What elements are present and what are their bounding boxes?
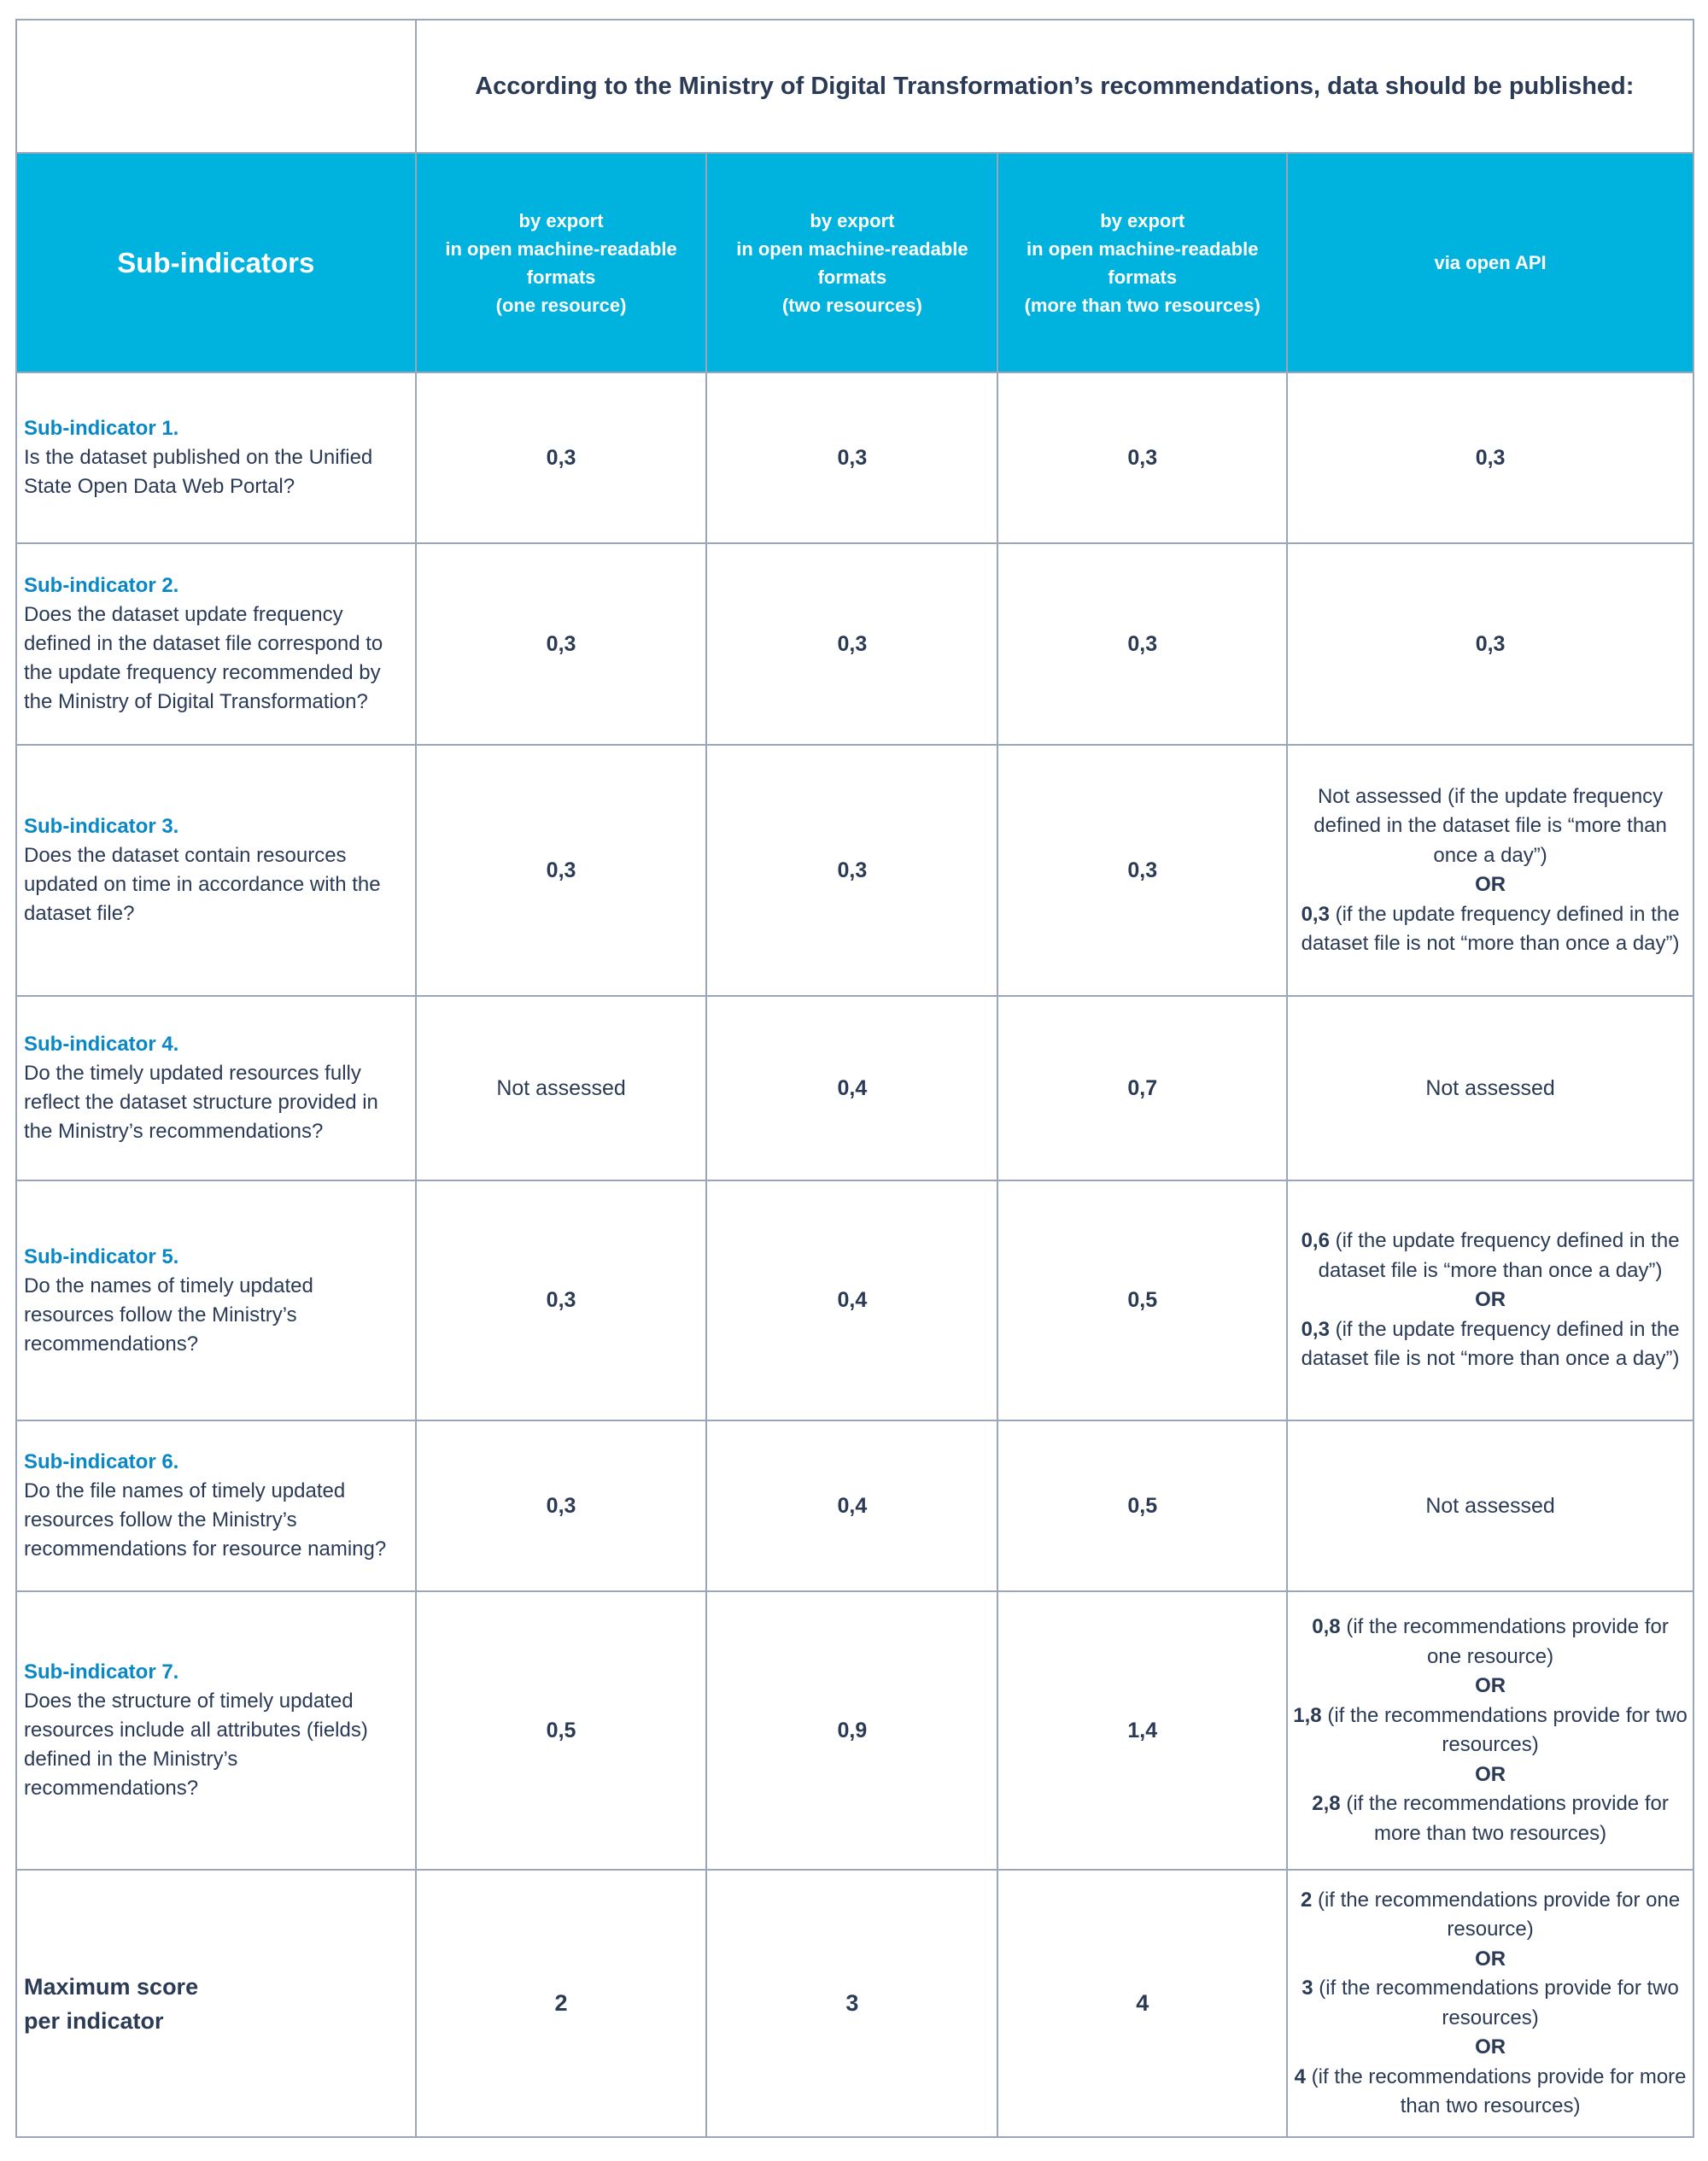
sub-indicator-question: Do the file names of timely updated resources follow the Ministry’s recommendations for resource naming? <box>24 1479 387 1561</box>
col-head-two-resources <box>706 153 997 372</box>
api-option-text: (if the recommendations provide for one resource) <box>1312 1888 1681 1941</box>
max-score-label-line: Maximum score <box>24 1973 199 2000</box>
score-open-api <box>1287 1180 1693 1420</box>
max-score-open-api <box>1287 1870 1693 2137</box>
max-score-one-resource: 2 <box>416 1870 707 2137</box>
score-more-resources: 0,5 <box>997 1420 1287 1591</box>
api-option <box>1293 1613 1688 1672</box>
sub-indicator-cell <box>16 1591 416 1870</box>
col-head-line: formats <box>817 266 887 288</box>
col-head-line: (one resource) <box>495 294 627 316</box>
col-head-line: in open machine-readable <box>736 237 968 260</box>
score-one-resource: 0,5 <box>416 1591 707 1870</box>
api-option <box>1293 1974 1688 2033</box>
score-more-resources: 0,5 <box>997 1180 1287 1420</box>
table-row <box>16 745 1693 996</box>
col-head-line: (more than two resources) <box>1024 294 1261 316</box>
max-score-label <box>16 1870 416 2137</box>
col-head-sub-indicators: Sub-indicators <box>16 153 416 372</box>
table-row <box>16 996 1693 1180</box>
score-one-resource: 0,3 <box>416 543 707 745</box>
score-two-resources: 0,4 <box>706 996 997 1180</box>
col-head-more-resources <box>997 153 1287 372</box>
title-row <box>16 20 1693 153</box>
col-head-line: formats <box>1108 266 1178 288</box>
score-two-resources: 0,3 <box>706 745 997 996</box>
api-option-text: (if the recommendations provide for two resources) <box>1313 1977 1679 2029</box>
api-option <box>1293 900 1688 959</box>
col-head-line: in open machine-readable <box>445 237 677 260</box>
api-option-text: (if the recommendations provide for more than two resources) <box>1305 2064 1687 2117</box>
api-option-text: (if the update frequency defined in the dataset file is not “more than once a day”) <box>1301 1317 1680 1371</box>
sub-indicator-question: Does the dataset update frequency defined in the dataset file correspond to the update frequency recommended by the Ministry of Digital Transformation? <box>24 603 383 713</box>
api-option-score: 0,6 <box>1301 1229 1330 1253</box>
sub-indicator-title: Sub-indicator 7. <box>24 1660 179 1684</box>
max-score-more-resources: 4 <box>997 1870 1287 2137</box>
sub-indicator-cell <box>16 996 416 1180</box>
max-score-row <box>16 1870 1693 2137</box>
api-option <box>1293 1315 1688 1374</box>
api-option <box>1293 1886 1688 1945</box>
api-option-score: 4 <box>1294 2064 1306 2088</box>
col-head-line: by export <box>810 209 895 231</box>
score-open-api <box>1287 1591 1693 1870</box>
score-open-api: 0,3 <box>1287 372 1693 543</box>
score-more-resources: 0,7 <box>997 996 1287 1180</box>
score-two-resources: 0,3 <box>706 543 997 745</box>
score-more-resources: 0,3 <box>997 543 1287 745</box>
col-head-one-resource <box>416 153 707 372</box>
api-option <box>1293 1701 1688 1760</box>
sub-indicator-title: Sub-indicator 1. <box>24 417 179 440</box>
api-option <box>1293 2063 1688 2122</box>
api-option-score: 0,3 <box>1301 1317 1330 1341</box>
score-open-api: Not assessed <box>1287 1420 1693 1591</box>
column-header-row <box>16 153 1693 372</box>
score-one-resource: Not assessed <box>416 996 707 1180</box>
api-option-text: (if the update frequency defined in the dataset file is not “more than once a day”) <box>1301 902 1680 955</box>
score-one-resource: 0,3 <box>416 1180 707 1420</box>
api-option-score: 2 <box>1300 1888 1313 1912</box>
col-head-line: by export <box>518 209 604 231</box>
score-more-resources: 0,3 <box>997 372 1287 543</box>
sub-indicator-question: Does the structure of timely updated resources include all attributes (fields) defined in the Ministry’s recommendations? <box>24 1690 368 1800</box>
sub-indicator-cell <box>16 372 416 543</box>
score-one-resource: 0,3 <box>416 372 707 543</box>
score-one-resource: 0,3 <box>416 1420 707 1591</box>
sub-indicator-title: Sub-indicator 5. <box>24 1244 179 1268</box>
score-two-resources: 0,3 <box>706 372 997 543</box>
api-option-score: 2,8 <box>1312 1792 1341 1815</box>
table-title: According to the Ministry of Digital Transformation’s recommendations, data should be published: <box>416 20 1693 153</box>
api-option-text: (if the recommendations provide for two resources) <box>1321 1703 1688 1756</box>
or-separator: OR <box>1475 1288 1506 1312</box>
col-head-line: in open machine-readable <box>1027 237 1259 260</box>
sub-indicator-cell <box>16 543 416 745</box>
or-separator: OR <box>1475 1762 1506 1786</box>
api-option-text: Not assessed (if the update frequency defined in the dataset file is “more than once a day”) <box>1313 784 1667 867</box>
api-option-score: 3 <box>1301 1977 1313 2000</box>
or-separator: OR <box>1475 1674 1506 1697</box>
or-separator: OR <box>1475 1947 1506 1971</box>
sub-indicator-cell <box>16 745 416 996</box>
score-one-resource: 0,3 <box>416 745 707 996</box>
max-score-label-line: per indicator <box>24 2007 164 2034</box>
api-option-score: 0,8 <box>1312 1615 1341 1638</box>
table-row <box>16 1180 1693 1420</box>
sub-indicator-title: Sub-indicator 4. <box>24 1033 179 1056</box>
col-head-line: via open API <box>1434 252 1547 273</box>
api-option-score: 1,8 <box>1293 1703 1322 1727</box>
sub-indicator-question: Is the dataset published on the Unified State Open Data Web Portal? <box>24 446 373 498</box>
table-row <box>16 1420 1693 1591</box>
score-open-api <box>1287 745 1693 996</box>
sub-indicator-title: Sub-indicator 2. <box>24 574 179 597</box>
score-open-api: 0,3 <box>1287 543 1693 745</box>
score-open-api: Not assessed <box>1287 996 1693 1180</box>
empty-corner-cell <box>16 20 416 153</box>
table-row <box>16 372 1693 543</box>
max-score-two-resources: 3 <box>706 1870 997 2137</box>
api-option <box>1293 1789 1688 1848</box>
sub-indicator-question: Does the dataset contain resources updated on time in accordance with the dataset file? <box>24 844 381 925</box>
table-row <box>16 543 1693 745</box>
api-option-score: 0,3 <box>1301 902 1330 926</box>
api-option-text: (if the update frequency defined in the dataset file is “more than once a day”) <box>1318 1229 1680 1282</box>
table-row <box>16 1591 1693 1870</box>
col-head-line: (two resources) <box>781 294 922 316</box>
score-more-resources: 1,4 <box>997 1591 1287 1870</box>
sub-indicator-question: Do the names of timely updated resources follow the Ministry’s recommendations? <box>24 1274 313 1356</box>
sub-indicator-title: Sub-indicator 3. <box>24 815 179 838</box>
sub-indicator-question: Do the timely updated resources fully reflect the dataset structure provided in the Ministry’s recommendations? <box>24 1062 378 1143</box>
sub-indicator-title: Sub-indicator 6. <box>24 1450 179 1473</box>
score-two-resources: 0,4 <box>706 1180 997 1420</box>
sub-indicator-cell <box>16 1420 416 1591</box>
scoring-table <box>15 19 1694 2138</box>
col-head-line: formats <box>526 266 596 288</box>
col-head-line: by export <box>1100 209 1185 231</box>
api-option <box>1293 1227 1688 1285</box>
or-separator: OR <box>1475 2035 1506 2059</box>
api-option-text: (if the recommendations provide for more than two resources) <box>1340 1792 1669 1845</box>
or-separator: OR <box>1475 873 1506 896</box>
sub-indicator-cell <box>16 1180 416 1420</box>
col-head-open-api <box>1287 153 1693 372</box>
api-option-text: (if the recommendations provide for one resource) <box>1340 1615 1669 1668</box>
score-two-resources: 0,4 <box>706 1420 997 1591</box>
score-two-resources: 0,9 <box>706 1591 997 1870</box>
score-more-resources: 0,3 <box>997 745 1287 996</box>
